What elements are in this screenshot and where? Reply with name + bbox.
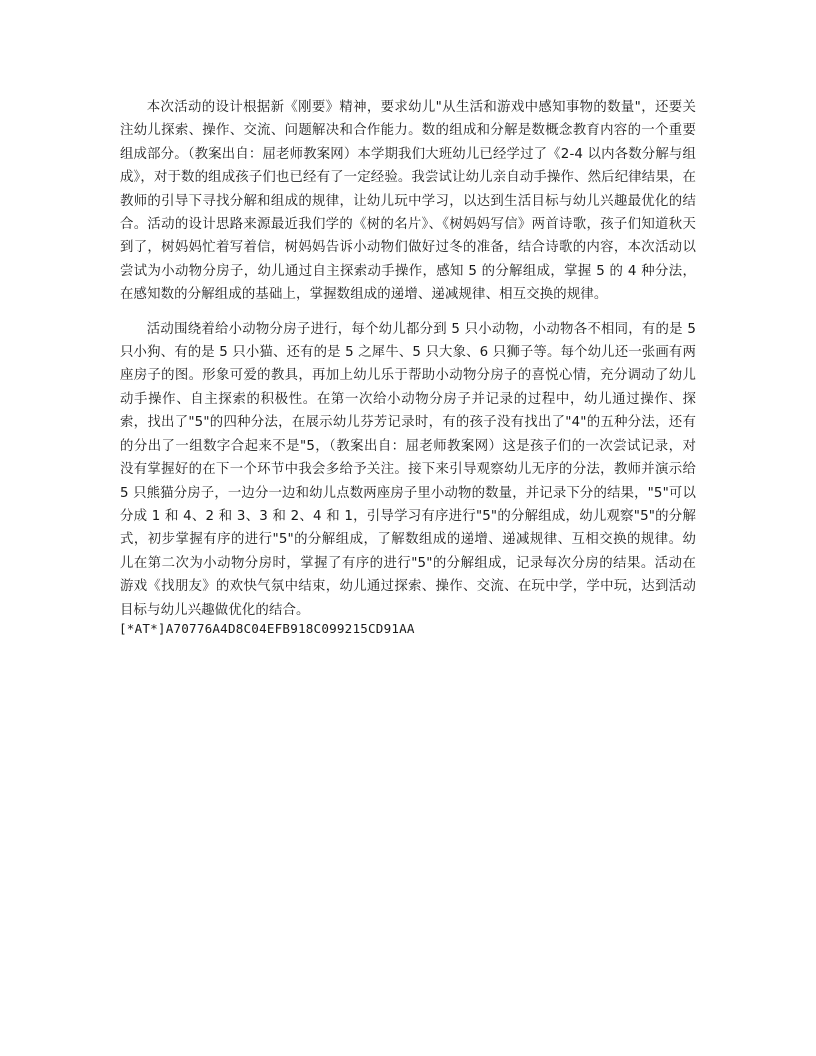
document-identifier-code: [*AT*]A70776A4D8C04EFB918C099215CD91AA (119, 620, 415, 636)
paragraph-design-rationale: 本次活动的设计根据新《刚要》精神，要求幼儿"从生活和游戏中感知事物的数量"，还要关注幼儿探索、操作、交流、问题解决和合作能力。数的组成和分解是数概念教育内容的一个重要组成部分。（教案出自：屈老师教案网）本学期我们大班幼儿已经学过了《2-4 以内各数分解与组成》，对于数的组成孩子们也已经有了一定经验。我尝试让幼儿亲自动手操作、然后纪律结果，在教师的引导下寻找分解和组成的规律，让幼儿玩中学习，以达到生活目标与幼儿兴趣最优化的结合。活动的设计思路来源最近我们学的《树的名片》、《树妈妈写信》两首诗歌，孩子们知道秋天到了，树妈妈忙着写着信，树妈妈告诉小动物们做好过冬的准备，结合诗歌的内容，本次活动以尝试为小动物分房子，幼儿通过自主探索动手操作，感知 5 的分解组成，掌握 5 的 4 种分法，在感知数的分解组成的基础上，掌握数组成的递增、递减规律、相互交换的规律。 (120, 100, 696, 303)
paragraph-activity-process: 活动围绕着给小动物分房子进行，每个幼儿都分到 5 只小动物，小动物各不相同，有的是 5 只小狗、有的是 5 只小猫、还有的是 5 之犀牛、5 只大象、6 只狮子等。每个幼儿还一张画有两座房子的图。形象可爱的教具，再加上幼儿乐于帮助小动物分房子的喜悦心情，充分调动了幼儿动手操作、自主探索的积极性。在第一次给小动物分房子并记录的过程中，幼儿通过操作、探索，找出了"5"的四种分法，在展示幼儿芬芳记录时，有的孩子没有找出了"4"的五种分法，还有的分出了一组数字合起来不是"5，（教案出自：屈老师教案网）这是孩子们的一次尝试记录，对没有掌握好的在下一个环节中我会多给予关注。接下来引导观察幼儿无序的分法，教师并演示给 5 只熊猫分房子，一边分一边和幼儿点数两座房子里小动物的数量，并记录下分的结果，"5"可以分成 1 和 4、2 和 3、3 和 2、4 和 1，引导学习有序进行"5"的分解组成，幼儿观察"5"的分解式，初步掌握有序的进行"5"的分解组成，了解数组成的递增、递减规律、互相交换的规律。幼儿在第二次为小动物分房时，掌握了有序的进行"5"的分解组成，记录每次分房的结果。活动在游戏《找朋友》的欢快气氛中结束，幼儿通过探索、操作、交流、在玩中学，学中玩，达到活动目标与幼儿兴趣做优化的结合。 (120, 321, 696, 618)
document-body (120, 96, 696, 636)
